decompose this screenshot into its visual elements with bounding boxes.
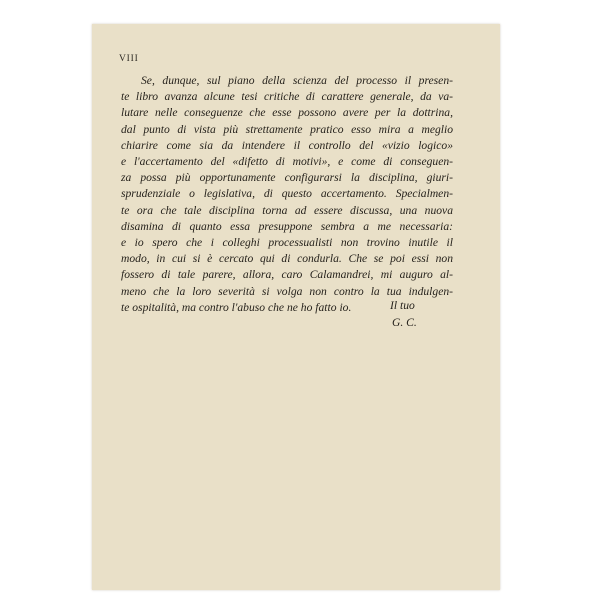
page-number: VIII — [119, 54, 139, 64]
body-paragraph — [121, 73, 453, 316]
text-line: fossero di tale parere, allora, caro Calamandrei, mi auguro al- — [121, 268, 453, 282]
text-line: meno che la loro severità si volga non contro la tua indulgen- — [121, 284, 453, 298]
text-line: za possa più opportunamente configurarsi la disciplina, giuri- — [121, 171, 453, 185]
text-line: lutare nelle conseguenze che esse possono avere per la dottrina, — [121, 106, 453, 120]
text-line: te ora che tale disciplina torna ad essere discussa, una nuova — [121, 203, 453, 217]
signature: G. C. — [392, 316, 417, 329]
text-line: modo, in cui si è cercato qui di condurla. Che se poi essi non — [121, 252, 453, 266]
text-line: Se, dunque, sul piano della scienza del processo il presen- — [141, 74, 453, 87]
text-line: sprudenziale o legislativa, di questo accertamento. Specialmen- — [121, 187, 453, 201]
salutation: Il tuo — [390, 299, 415, 312]
text-line: dal punto di vista più strettamente pratico esso mira a meglio — [121, 122, 453, 136]
text-line: te ospitalità, ma contro l'abuso che ne ho fatto io. — [121, 300, 352, 314]
text-line: te libro avanza alcune tesi critiche di carattere generale, da va- — [121, 90, 453, 104]
text-line: disamina di quanto essa presuppone sembra a me necessaria: — [121, 219, 453, 233]
closing-block — [390, 297, 417, 331]
text-line: e l'accertamento del «difetto di motivi», e come di conseguen- — [121, 155, 453, 169]
text-line: e io spero che i colleghi processualisti non trovino inutile il — [121, 236, 453, 250]
text-line: chiarire come sia da intendere il controllo del «vizio logico» — [121, 138, 453, 152]
